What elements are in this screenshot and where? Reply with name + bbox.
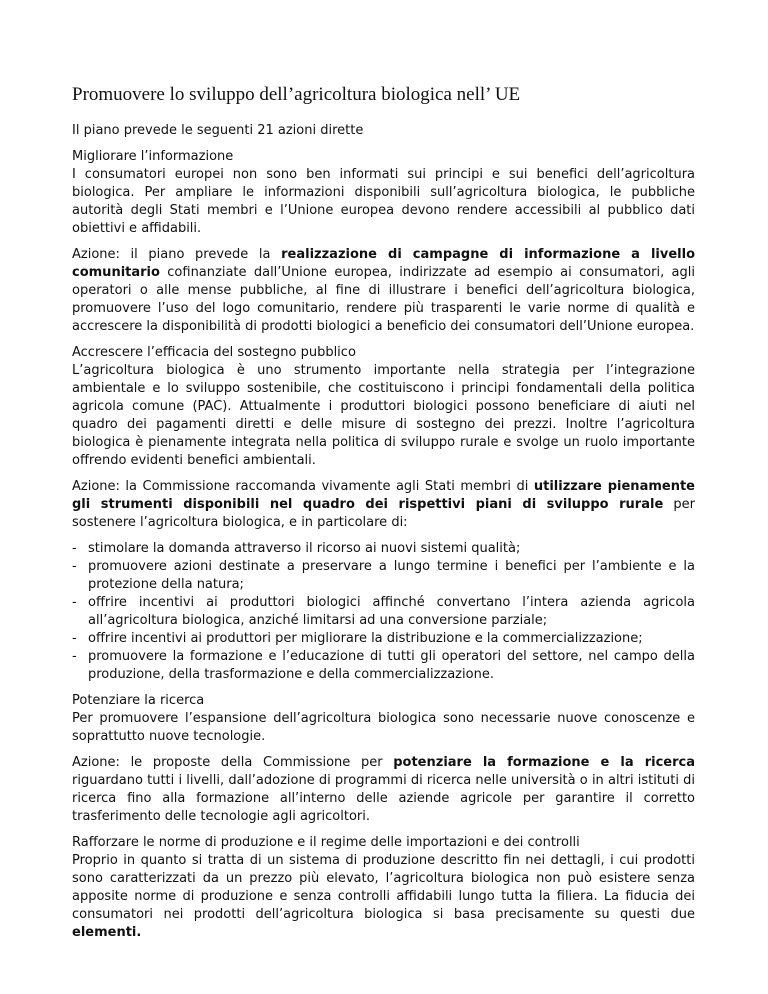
action-bold-text: potenziare la formazione e la ricerca [393, 755, 695, 770]
list-item [72, 594, 695, 630]
section-sostegno-pubblico [72, 344, 695, 470]
action-text: Azione: la Commissione raccomanda vivamente agli Stati membri di [72, 479, 534, 494]
action-text: Azione: il piano prevede la [72, 247, 282, 262]
section-heading: Potenziare la ricerca [72, 693, 205, 708]
list-item [72, 630, 695, 648]
action-paragraph [72, 478, 695, 532]
section-body: Proprio in quanto si tratta di un sistema di produzione descritto fin nei dettagli, i cui prodotti sono caratterizzati da un prezzo più elevato, l’agricoltura biologica non può esistere senza apposite norme di produzione e senza controlli affidabili lungo tutta la filiera. La fiducia dei consumatori nei prodotti dell’agricoltura biologica si basa precisamente su questi due [72, 853, 695, 922]
section-heading: Accrescere l’efficacia del sostegno pubblico [72, 345, 356, 360]
list-item [72, 558, 695, 594]
section-body: L’agricoltura biologica è uno strumento importante nella strategia per l’integrazione ambientale e lo sviluppo sostenibile, che costituiscono i principi fondamentali della politica agricola comune (PAC). Attualmente i produttori biologici possono beneficiare di aiuti nel quadro dei pagamenti diretti e delle misure di sostegno dei prezzi. Inoltre l’agricoltura biologica è pienamente integrata nella politica di sviluppo rurale e svolge un ruolo importante offrendo evidenti benefici ambientali. [72, 363, 695, 468]
list-item-text: promuovere azioni destinate a preservare a lungo termine i benefici per l’ambiente e la protezione della natura; [88, 559, 695, 592]
list-item [72, 540, 695, 558]
list-item-text: promuovere la formazione e l’educazione di tutti gli operatori del settore, nel campo della produzione, della trasformazione e della commercializzazione. [88, 649, 695, 682]
section-ricerca [72, 692, 695, 746]
section-informazione [72, 148, 695, 238]
action-bold-text: utilizzare pienamente gli strumenti disponibili nel quadro dei rispettivi piani di sviluppo rurale [72, 479, 695, 512]
section-norme-produzione [72, 834, 695, 942]
action-text: riguardano tutti i livelli, dall’adozione di programmi di ricerca nelle università o in altri istituti di ricerca fino alla formazione all’interno delle aziende agricole per garantire il corretto trasferimento delle tecnologie agli agricoltori. [72, 773, 695, 824]
section-heading: Rafforzare le norme di produzione e il regime delle importazioni e dei controlli [72, 835, 580, 850]
section-heading: Migliorare l’informazione [72, 149, 234, 164]
action-text: cofinanziate dall’Unione europea, indirizzate ad esempio ai consumatori, agli operatori o alle mense pubbliche, al fine di illustrare i benefici dell’agricoltura biologica, promuovere l’uso del logo comunitario, rendere più trasparenti le varie norme di qualità e accrescere la disponibilità di prodotti biologici a beneficio dei consumatori dell’Unione europea. [72, 265, 695, 334]
list-item-text: stimolare la domanda attraverso il ricorso ai nuovi sistemi qualità; [88, 541, 521, 556]
action-text: per sostenere l’agricoltura biologica, e in particolare di: [72, 497, 695, 530]
dash-marker: - [72, 631, 77, 646]
list-item [72, 648, 695, 684]
document-page [72, 84, 695, 950]
list-item-text: offrire incentivi ai produttori per migliorare la distribuzione e la commercializzazione; [88, 631, 643, 646]
section-body: I consumatori europei non sono ben informati sui principi e sui benefici dell’agricoltura biologica. Per ampliare le informazioni disponibili sull’agricoltura biologica, le pubbliche autorità degli Stati membri e l’Unione europea devono rendere accessibili al pubblico dati obiettivi e affidabili. [72, 167, 695, 236]
section-body: Per promuovere l’espansione dell’agricoltura biologica sono necessarie nuove conoscenze e soprattutto nuove tecnologie. [72, 711, 695, 744]
dash-marker: - [72, 559, 77, 574]
dash-marker: - [72, 595, 77, 610]
action-paragraph [72, 246, 695, 336]
action-text: Azione: le proposte della Commissione per [72, 755, 394, 770]
list-item-text: offrire incentivi ai produttori biologici affinché convertano l’intera azienda agricola all’agricoltura biologica, anziché limitarsi ad una conversione parziale; [88, 595, 695, 628]
document-title: Promuovere lo sviluppo dell’agricoltura biologica nell’ UE [72, 84, 521, 105]
dash-marker: - [72, 541, 77, 556]
action-bold-text: realizzazione di campagne di informazione a livello comunitario [72, 247, 696, 280]
dash-marker: - [72, 649, 77, 664]
action-paragraph [72, 754, 695, 826]
intro-text: Il piano prevede le seguenti 21 azioni dirette [72, 123, 364, 138]
section-body-bold: elementi. [72, 925, 142, 940]
action-bullet-list [72, 540, 695, 684]
